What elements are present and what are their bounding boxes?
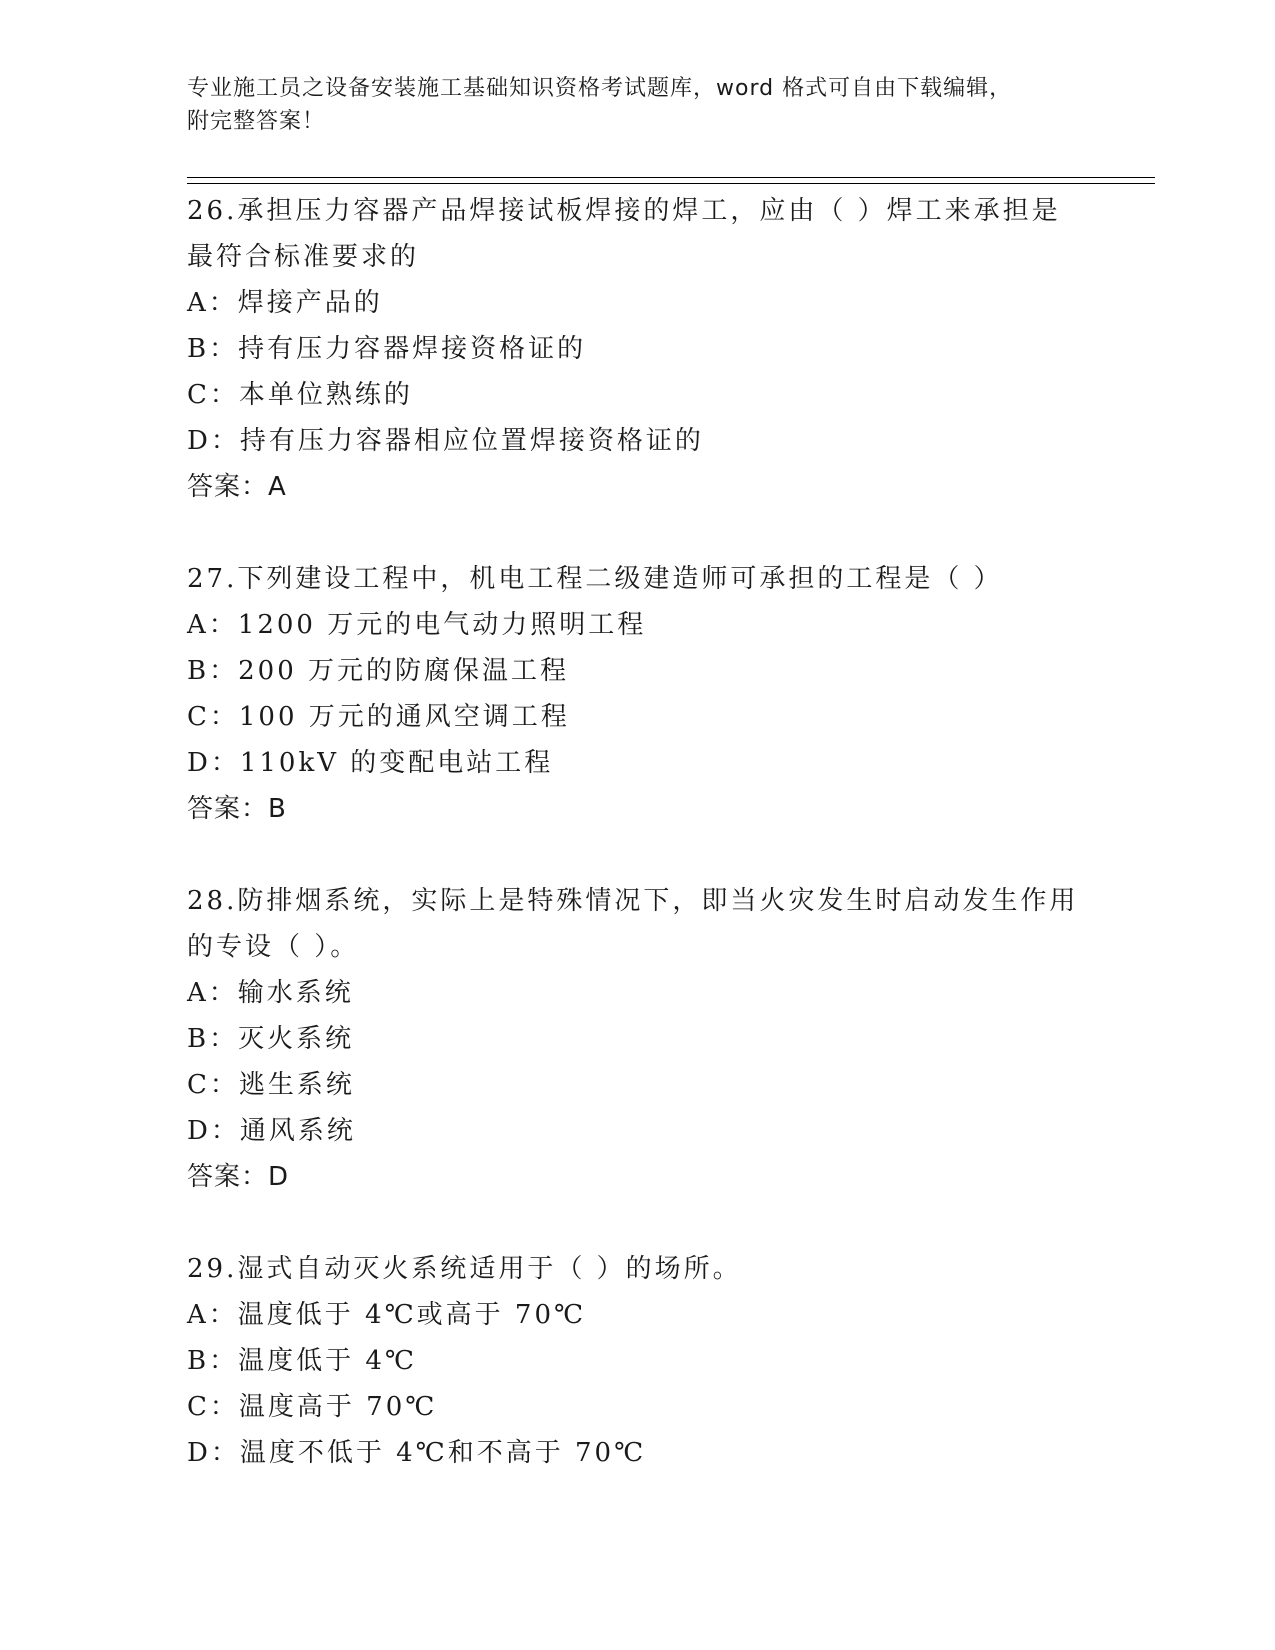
answer: 答案：D bbox=[187, 1162, 290, 1192]
header-divider-bottom bbox=[187, 183, 1155, 184]
option-b: B：灭火系统 bbox=[187, 1024, 355, 1054]
question-stem-line: 最符合标准要求的 bbox=[187, 242, 420, 272]
question-stem-line: 26.承担压力容器产品焊接试板焊接的焊工，应由（ ）焊工来承担是 bbox=[187, 196, 1061, 226]
answer: 答案：B bbox=[187, 794, 287, 824]
option-b: B：温度低于 4℃ bbox=[187, 1346, 417, 1376]
option-c: C：100 万元的通风空调工程 bbox=[187, 702, 570, 732]
option-a: A：焊接产品的 bbox=[187, 288, 383, 318]
option-d: D：通风系统 bbox=[187, 1116, 356, 1146]
option-a: A：1200 万元的电气动力照明工程 bbox=[187, 610, 647, 640]
question-27 bbox=[187, 556, 1087, 832]
option-c: C：本单位熟练的 bbox=[187, 380, 413, 410]
question-stem-line: 28.防排烟系统，实际上是特殊情况下，即当火灾发生时启动发生作用 bbox=[187, 886, 1079, 916]
option-b: B：200 万元的防腐保温工程 bbox=[187, 656, 569, 686]
answer: 答案：A bbox=[187, 472, 287, 502]
header-line-2: 附完整答案！ bbox=[187, 109, 326, 134]
question-stem-line: 29.湿式自动灭火系统适用于（ ）的场所。 bbox=[187, 1254, 742, 1284]
question-29 bbox=[187, 1246, 1087, 1476]
option-c: C：温度高于 70℃ bbox=[187, 1392, 438, 1422]
option-a: A：输水系统 bbox=[187, 978, 354, 1008]
question-26 bbox=[187, 188, 1087, 510]
option-a: A：温度低于 4℃或高于 70℃ bbox=[187, 1300, 587, 1330]
option-d: D：110kV 的变配电站工程 bbox=[187, 748, 554, 778]
question-stem-line: 的专设（ ）。 bbox=[187, 932, 360, 962]
question-list bbox=[187, 188, 1087, 1522]
header-divider-top bbox=[187, 177, 1155, 178]
option-d: D：持有压力容器相应位置焊接资格证的 bbox=[187, 426, 704, 456]
option-b: B：持有压力容器焊接资格证的 bbox=[187, 334, 587, 364]
option-c: C：逃生系统 bbox=[187, 1070, 355, 1100]
question-stem-line: 27.下列建设工程中，机电工程二级建造师可承担的工程是（ ） bbox=[187, 564, 1003, 594]
header-line-1: 专业施工员之设备安装施工基础知识资格考试题库，word 格式可自由下载编辑， bbox=[187, 76, 1013, 101]
question-28 bbox=[187, 878, 1087, 1200]
option-d: D：温度不低于 4℃和不高于 70℃ bbox=[187, 1438, 647, 1468]
document-header bbox=[187, 72, 1087, 138]
